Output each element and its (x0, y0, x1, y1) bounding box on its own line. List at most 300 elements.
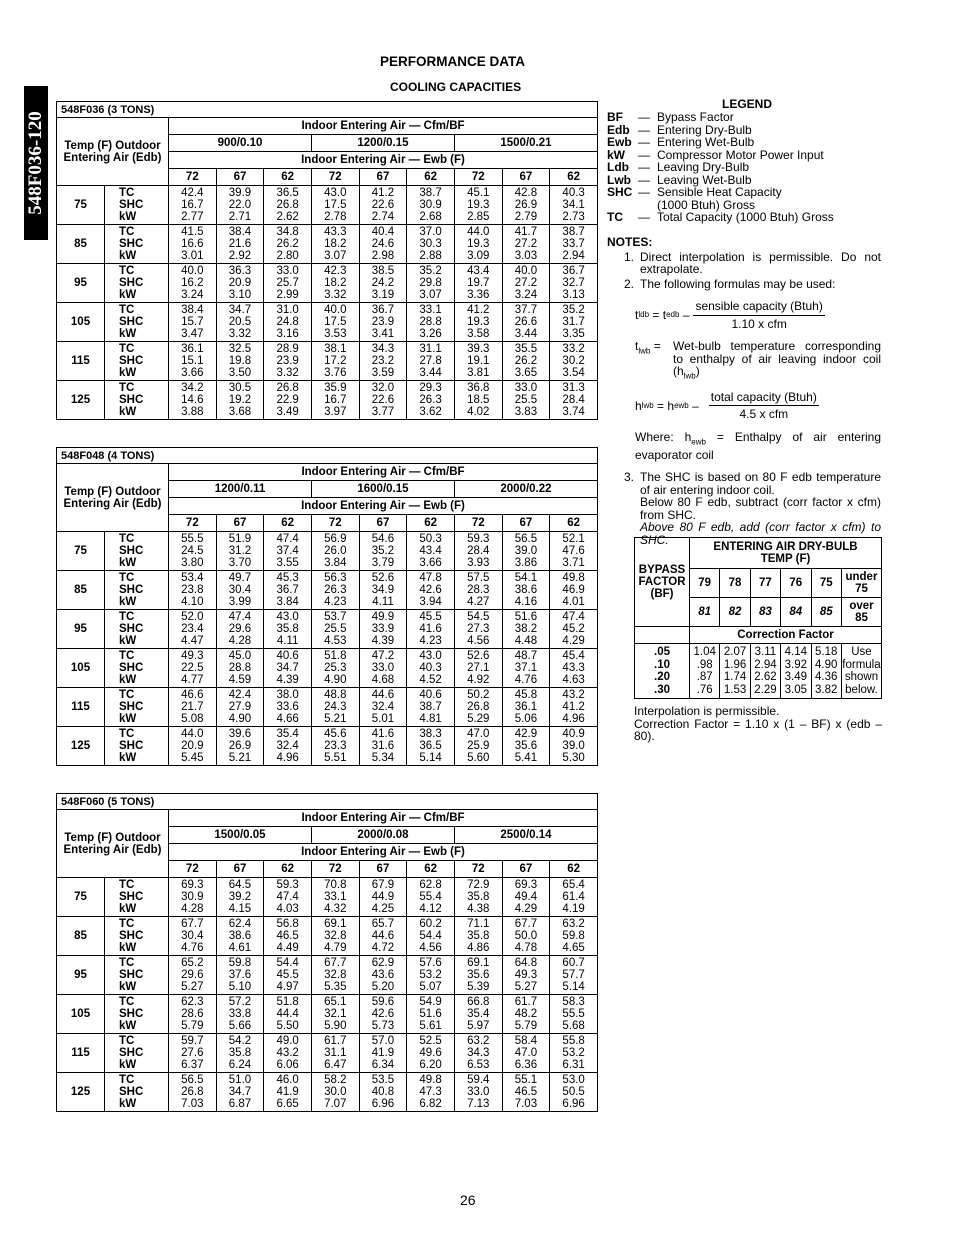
value-cell (264, 727, 312, 766)
table-row (57, 342, 598, 381)
ewb-value: 67 (216, 515, 264, 532)
value-cell (407, 381, 455, 420)
cf-value: .76 (696, 683, 713, 696)
value: 24.3 (324, 701, 347, 713)
metric-label: SHC (119, 1008, 144, 1020)
value: 21.7 (181, 701, 204, 713)
outdoor-temp: 95 (57, 264, 105, 303)
metric-label: SHC (119, 238, 144, 250)
value: 48.2 (514, 1008, 538, 1020)
value: 59.4 (467, 1074, 490, 1086)
value: 35.8 (228, 1047, 252, 1059)
value: 3.53 (324, 328, 347, 340)
value: 2.77 (181, 211, 204, 223)
value: 49.0 (276, 1035, 299, 1047)
note-1 (607, 251, 881, 276)
value: 5.08 (181, 713, 204, 725)
value: 3.66 (419, 557, 442, 569)
value: 39.6 (228, 728, 252, 740)
value-cell (407, 727, 455, 766)
value: 4.28 (228, 635, 252, 647)
value-cell (264, 225, 312, 264)
value: 34.8 (276, 226, 299, 238)
value: 16.2 (181, 277, 204, 289)
value: 6.34 (371, 1059, 395, 1071)
value: 19.3 (467, 238, 490, 250)
value: 3.13 (562, 289, 585, 301)
value: 22.0 (228, 199, 252, 211)
metric-label: SHC (119, 1086, 144, 1098)
value-cell (311, 264, 359, 303)
value-cell (311, 956, 359, 995)
value: 51.6 (514, 611, 538, 623)
value: 4.23 (419, 635, 442, 647)
value: 54.4 (276, 957, 299, 969)
value: 47.4 (228, 611, 252, 623)
value: 59.3 (467, 533, 490, 545)
value: 47.4 (276, 533, 299, 545)
metric-label: SHC (119, 545, 144, 557)
table-row (57, 264, 598, 303)
ewb-value: 62 (550, 861, 598, 878)
value: 4.53 (324, 635, 347, 647)
value: 69.3 (514, 879, 538, 891)
value-cell (359, 878, 407, 917)
value-cell (550, 1073, 598, 1112)
value: 4.56 (419, 942, 442, 954)
ewb-value: 72 (311, 169, 359, 186)
metric-labels (105, 1073, 169, 1112)
value: 27.2 (514, 238, 538, 250)
value-cell (407, 225, 455, 264)
value: 45.8 (514, 689, 538, 701)
value-cell (550, 878, 598, 917)
value: 65.7 (371, 918, 395, 930)
value: 52.1 (562, 533, 585, 545)
value: 5.35 (324, 981, 347, 993)
value: 4.01 (562, 596, 585, 608)
value: 47.6 (562, 545, 585, 557)
value-cell (169, 956, 217, 995)
value-cell (407, 1073, 455, 1112)
value: 41.2 (371, 187, 395, 199)
value: 55.1 (514, 1074, 538, 1086)
legend-desc: Entering Wet-Bulb (657, 135, 755, 149)
value: 38.1 (324, 343, 347, 355)
temp-bottom: over 85 (841, 598, 881, 627)
value: 34.7 (228, 1086, 252, 1098)
value: 41.5 (181, 226, 204, 238)
value: 43.3 (324, 226, 347, 238)
legend-dash: — (638, 172, 650, 187)
metric-label: kW (119, 981, 137, 993)
value-cell (264, 264, 312, 303)
value: 23.3 (324, 740, 347, 752)
value: 39.0 (562, 740, 585, 752)
value: 5.30 (562, 752, 585, 764)
value-cell (264, 688, 312, 727)
value: 3.84 (324, 557, 347, 569)
value-cell (359, 303, 407, 342)
metric-label: TC (119, 226, 135, 238)
metric-label: SHC (119, 277, 144, 289)
value: 31.7 (562, 316, 585, 328)
value: 64.8 (514, 957, 538, 969)
value: 61.4 (562, 891, 585, 903)
value: 4.90 (228, 713, 252, 725)
cf-value: 2.29 (754, 683, 777, 696)
value-cell (359, 381, 407, 420)
value: 3.77 (371, 406, 395, 418)
value: 4.52 (419, 674, 442, 686)
cf-value: 3.82 (815, 683, 838, 696)
formula-tldb-t: t (635, 307, 639, 322)
value-cell (169, 186, 217, 225)
value-cell (216, 186, 264, 225)
value: 34.9 (371, 584, 395, 596)
value: 58.2 (324, 1074, 347, 1086)
value: 42.6 (371, 1008, 395, 1020)
value: 55.5 (181, 533, 204, 545)
value-cell (311, 649, 359, 688)
temp-header: Temp (F) Outdoor Entering Air (Edb) (57, 464, 169, 532)
value: 55.5 (562, 1008, 585, 1020)
value: 4.10 (181, 596, 204, 608)
table-548f036 (56, 101, 598, 420)
table-row (57, 1034, 598, 1073)
cf-value: 3.92 (784, 658, 807, 671)
value: 5.01 (371, 713, 395, 725)
legend-dash: — (638, 147, 650, 162)
metric-labels (105, 610, 169, 649)
legend-abbr: Edb (607, 122, 630, 137)
value: 3.54 (562, 367, 585, 379)
value: 34.2 (181, 382, 204, 394)
value: 4.96 (276, 752, 299, 764)
value: 5.68 (562, 1020, 585, 1032)
value: 23.8 (181, 584, 204, 596)
value: 26.3 (324, 584, 347, 596)
value: 4.11 (276, 635, 299, 647)
value-cell (359, 917, 407, 956)
value: 6.87 (228, 1098, 252, 1110)
value-cell (359, 532, 407, 571)
value: 16.7 (324, 394, 347, 406)
value: 62.3 (181, 996, 204, 1008)
value: 3.65 (514, 367, 538, 379)
value: 4.59 (228, 674, 252, 686)
temp-header: Temp (F) Outdoor Entering Air (Edb) (57, 118, 169, 186)
value-cell (550, 1034, 598, 1073)
value: 60.2 (419, 918, 442, 930)
value-cell (359, 1034, 407, 1073)
value: 69.1 (467, 957, 490, 969)
value: 38.2 (514, 623, 538, 635)
value: 30.0 (324, 1086, 347, 1098)
value-cell (502, 1034, 550, 1073)
table-row (57, 532, 598, 571)
where-post: = Enthalpy of air entering evaporator coil (635, 429, 881, 462)
value: 6.20 (419, 1059, 442, 1071)
value: 3.24 (181, 289, 204, 301)
value: 34.1 (562, 199, 585, 211)
ewb-value: 72 (311, 861, 359, 878)
legend-abbr: BF (607, 110, 623, 124)
value: 6.96 (371, 1098, 395, 1110)
legend-desc: (1000 Btuh) Gross (657, 197, 756, 212)
value: 4.19 (562, 903, 585, 915)
value: 5.73 (371, 1020, 395, 1032)
value: 38.4 (181, 304, 204, 316)
value: 41.9 (276, 1086, 299, 1098)
value: 4.79 (324, 942, 347, 954)
metric-label: kW (119, 635, 137, 647)
value: 5.29 (467, 713, 490, 725)
value: 2.98 (371, 250, 395, 262)
table-row (57, 688, 598, 727)
metric-label: SHC (119, 316, 144, 328)
value: 34.3 (371, 343, 395, 355)
legend-desc: Compressor Motor Power Input (657, 147, 824, 162)
outdoor-temp: 85 (57, 225, 105, 264)
value: 18.2 (324, 238, 347, 250)
value-cell (216, 381, 264, 420)
value: 6.96 (562, 1098, 585, 1110)
formula-hlwb-fraction (709, 391, 819, 421)
value: 67.7 (514, 918, 538, 930)
metric-label: TC (119, 1035, 135, 1047)
value: 5.51 (324, 752, 347, 764)
ewb-value: 72 (454, 861, 502, 878)
value: 35.5 (514, 343, 538, 355)
table-row (57, 649, 598, 688)
value: 53.4 (181, 572, 204, 584)
where-sub: ewb (691, 437, 706, 447)
value: 47.2 (371, 650, 395, 662)
value-cell (264, 917, 312, 956)
legend-dash: — (638, 122, 650, 137)
value: 15.1 (181, 355, 204, 367)
value: 28.9 (276, 343, 299, 355)
bf-value: .05 (654, 646, 670, 658)
outdoor-temp: 75 (57, 878, 105, 917)
legend-desc: Sensible Heat Capacity (657, 185, 782, 199)
cf-value: 3.05 (784, 683, 807, 696)
value: 32.1 (324, 1008, 347, 1020)
correction-footnote (634, 705, 882, 743)
value: 27.6 (181, 1047, 204, 1059)
table-548f060 (56, 793, 598, 1112)
value: 4.27 (467, 596, 490, 608)
value: 48.7 (514, 650, 538, 662)
value: 47.3 (419, 1086, 442, 1098)
value: 49.3 (514, 969, 538, 981)
bf-values (635, 644, 690, 699)
metric-label: TC (119, 996, 135, 1008)
formula-hlwb-ewb: ewb (674, 400, 689, 410)
metric-label: SHC (119, 199, 144, 211)
value: 3.71 (562, 557, 585, 569)
value: 6.65 (276, 1098, 299, 1110)
value: 3.10 (228, 289, 252, 301)
value: 25.7 (276, 277, 299, 289)
value-cell (264, 1073, 312, 1112)
value: 4.12 (419, 903, 442, 915)
value: 6.36 (514, 1059, 538, 1071)
value: 36.1 (514, 701, 538, 713)
value: 27.8 (419, 355, 442, 367)
value: 6.31 (562, 1059, 585, 1071)
value-cell (311, 610, 359, 649)
cfm-group: 1200/0.15 (311, 135, 454, 152)
metric-labels (105, 532, 169, 571)
bf-value: .20 (654, 671, 670, 683)
value-cell (502, 878, 550, 917)
value: 3.76 (324, 367, 347, 379)
value: 52.5 (419, 1035, 442, 1047)
legend-dash: — (638, 135, 650, 149)
metric-label: kW (119, 250, 137, 262)
temp-top: 79 (690, 569, 720, 598)
cfm-header: Indoor Entering Air — Cfm/BF (169, 118, 598, 135)
value: 4.25 (371, 903, 395, 915)
value: 4.38 (467, 903, 490, 915)
value-cell (311, 917, 359, 956)
outdoor-temp: 85 (57, 917, 105, 956)
value: 37.7 (514, 304, 538, 316)
cf-column (781, 644, 811, 699)
value-cell (550, 688, 598, 727)
temp-top: under 75 (841, 569, 881, 598)
temp-top: 78 (720, 569, 750, 598)
formula-tldb-fraction (693, 300, 824, 330)
capacity-table (56, 117, 598, 420)
ewb-value: 62 (264, 169, 312, 186)
legend-abbr: TC (607, 210, 623, 224)
value: 51.6 (419, 1008, 442, 1020)
value: 71.1 (467, 918, 490, 930)
table-row (57, 1073, 598, 1112)
value: 3.55 (276, 557, 299, 569)
metric-label: SHC (119, 355, 144, 367)
definition-tlwb-close: ) (695, 364, 700, 378)
metric-labels (105, 342, 169, 381)
metric-label: SHC (119, 740, 144, 752)
metric-label: TC (119, 879, 135, 891)
value: 43.0 (324, 187, 347, 199)
value: 2.68 (419, 211, 442, 223)
value: 7.03 (181, 1098, 204, 1110)
formula-hlwb-denominator: 4.5 x cfm (739, 407, 789, 422)
value-cell (264, 956, 312, 995)
value: 2.85 (467, 211, 490, 223)
value: 69.1 (324, 918, 347, 930)
value: 38.6 (228, 930, 252, 942)
value: 61.7 (324, 1035, 347, 1047)
legend-abbr: Ewb (607, 135, 632, 149)
ewb-value: 67 (502, 515, 550, 532)
value-cell (359, 956, 407, 995)
value-cell (264, 186, 312, 225)
metric-labels (105, 727, 169, 766)
value: 32.4 (371, 701, 395, 713)
metric-label: TC (119, 533, 135, 545)
value-cell (550, 610, 598, 649)
value: 4.78 (514, 942, 538, 954)
value: 5.97 (467, 1020, 490, 1032)
value: 33.0 (371, 662, 395, 674)
value-cell (454, 571, 502, 610)
use-formula: Use formula shown below. (841, 644, 881, 699)
value: 44.0 (467, 226, 490, 238)
value: 39.2 (228, 891, 252, 903)
outdoor-temp: 125 (57, 381, 105, 420)
value: 4.48 (514, 635, 538, 647)
value-cell (407, 610, 455, 649)
value-cell (407, 342, 455, 381)
value: 6.06 (276, 1059, 299, 1071)
value: 3.68 (228, 406, 252, 418)
note-3-number: 3. (623, 470, 634, 485)
value: 5.20 (371, 981, 395, 993)
value: 33.9 (371, 623, 395, 635)
ewb-value: 67 (216, 861, 264, 878)
metric-label: TC (119, 572, 135, 584)
value: 2.73 (562, 211, 585, 223)
value-cell (311, 342, 359, 381)
metric-label: SHC (119, 701, 144, 713)
ewb-value: 67 (502, 861, 550, 878)
value-cell (550, 381, 598, 420)
value: 5.90 (324, 1020, 347, 1032)
value: 35.4 (467, 1008, 490, 1020)
value: 5.66 (228, 1020, 252, 1032)
metric-labels (105, 995, 169, 1034)
legend-item (607, 161, 887, 174)
ewb-value: 72 (454, 169, 502, 186)
value: 36.7 (276, 584, 299, 596)
value: 45.5 (419, 611, 442, 623)
value: 72.9 (467, 879, 490, 891)
value-cell (264, 342, 312, 381)
value-cell (454, 995, 502, 1034)
value: 35.6 (467, 969, 490, 981)
value: 4.32 (324, 903, 347, 915)
value: 3.59 (371, 367, 395, 379)
metric-labels (105, 917, 169, 956)
outdoor-temp: 105 (57, 995, 105, 1034)
value-cell (550, 917, 598, 956)
value: 15.7 (181, 316, 204, 328)
metric-label: kW (119, 211, 137, 223)
value: 26.9 (514, 199, 538, 211)
value: 18.2 (324, 277, 347, 289)
value: 33.8 (228, 1008, 252, 1020)
value: 42.9 (514, 728, 538, 740)
value-cell (169, 727, 217, 766)
value: 3.32 (276, 367, 299, 379)
table-row (57, 303, 598, 342)
header-row (57, 118, 598, 135)
legend-desc: Leaving Dry-Bulb (657, 160, 750, 174)
value: 4.39 (371, 635, 395, 647)
table-row (57, 186, 598, 225)
value: 36.3 (228, 265, 252, 277)
value: 26.2 (514, 355, 538, 367)
value: 5.41 (514, 752, 538, 764)
table-548f048 (56, 447, 598, 766)
formula-tldb-numerator: sensible capacity (Btuh) (693, 300, 824, 316)
